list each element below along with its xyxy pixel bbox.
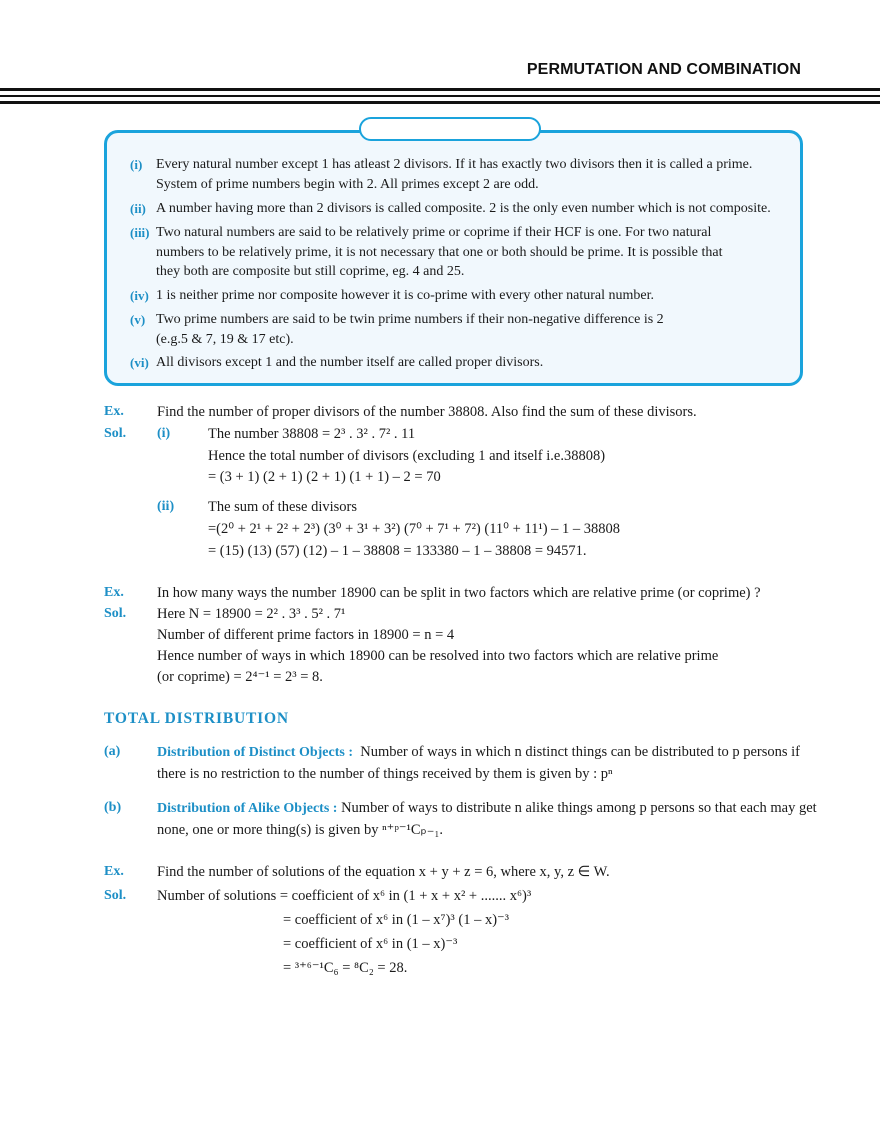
header-rule-bottom bbox=[0, 101, 880, 104]
dist-a-line2: there is no restriction to the number of things received by them is given by : pⁿ bbox=[157, 766, 613, 782]
box-item-text: All divisors except 1 and the number itself are called proper divisors. bbox=[156, 355, 544, 370]
ex3-line1: Number of solutions = coefficient of x⁶ in (1 + x + x² + ....... x⁶)³ bbox=[157, 888, 532, 904]
ex1-part1-label: (i) bbox=[157, 426, 171, 441]
ex1-part2-line3: = (15) (13) (57) (12) – 1 – 38808 = 133380 – 1 – 38808 = 94571. bbox=[208, 543, 587, 559]
box-item-number: (i) bbox=[130, 157, 143, 172]
dist-b-label: (b) bbox=[104, 800, 122, 815]
box-item-6 bbox=[130, 353, 544, 374]
dist-b-line2: none, one or more thing(s) is given by ⁿ⁺ᵖ⁻¹Cₚ₋₁. bbox=[157, 822, 444, 838]
page-header-title: PERMUTATION AND COMBINATION bbox=[526, 61, 801, 78]
dist-a-label: (a) bbox=[104, 744, 121, 759]
box-item-text: System of prime numbers begin with 2. All primes except 2 are odd. bbox=[156, 177, 539, 192]
box-item-1 bbox=[130, 155, 753, 176]
ex3-line2: = coefficient of x⁶ in (1 – x⁷)³ (1 – x)⁻³ bbox=[283, 912, 510, 928]
dist-a-line1 bbox=[157, 742, 800, 763]
box-item-text: numbers to be relatively prime, it is not necessary that one or both should be prime. It is possible that bbox=[156, 245, 723, 260]
box-item-number: (v) bbox=[130, 312, 146, 327]
ex1-question: Find the number of proper divisors of the number 38808. Also find the sum of these divisors. bbox=[157, 404, 697, 420]
total-distribution-heading: TOTAL DISTRIBUTION bbox=[104, 710, 289, 727]
ex1-label: Ex. bbox=[104, 404, 124, 419]
box-item-number: (ii) bbox=[130, 201, 146, 216]
ex3-sol-label: Sol. bbox=[104, 888, 127, 903]
box-item-4 bbox=[130, 286, 655, 307]
ex3-label: Ex. bbox=[104, 864, 124, 879]
box-item-text: Two prime numbers are said to be twin prime numbers if their non-negative difference is 2 bbox=[156, 312, 664, 327]
box-item-5 bbox=[130, 310, 664, 331]
box-item-text: Every natural number except 1 has atleast 2 divisors. If it has exactly two divisors then it is called a prime. bbox=[156, 157, 753, 172]
dist-a-title: Distribution of Distinct Objects : bbox=[157, 745, 353, 760]
ex1-part1-line2: Hence the total number of divisors (excluding 1 and itself i.e.38808) bbox=[208, 448, 606, 464]
box-item-3 bbox=[130, 223, 712, 244]
ex3-question: Find the number of solutions of the equation x + y + z = 6, where x, y, z ∈ W. bbox=[157, 864, 610, 880]
box-item-text: A number having more than 2 divisors is called composite. 2 is the only even number which is not composite. bbox=[156, 201, 771, 216]
box-item-number: (iv) bbox=[130, 288, 149, 303]
ex1-sol-label: Sol. bbox=[104, 426, 127, 441]
ex2-line2: Number of different prime factors in 18900 = n = 4 bbox=[157, 627, 455, 643]
box-item-number: (vi) bbox=[130, 355, 149, 370]
ex2-line3: Hence number of ways in which 18900 can be resolved into two factors which are relative prime bbox=[157, 648, 719, 664]
box-item-text: (e.g.5 & 7, 19 & 17 etc). bbox=[156, 332, 294, 347]
header-rule-mid bbox=[0, 95, 880, 97]
dist-b-title: Distribution of Alike Objects : bbox=[157, 801, 338, 816]
dist-b-line1 bbox=[157, 798, 817, 819]
ex3-line4: = ³⁺⁶⁻¹C₆ = ⁸C₂ = 28. bbox=[283, 960, 408, 976]
dist-a-text1: Number of ways in which n distinct things can be distributed to p persons if bbox=[360, 744, 801, 760]
dist-b-text1: Number of ways to distribute n alike things among p persons so that each may get bbox=[341, 800, 817, 816]
header-rule-top bbox=[0, 88, 880, 91]
ex2-sol-label: Sol. bbox=[104, 606, 127, 621]
box-item-2 bbox=[130, 199, 771, 220]
ex3-line3: = coefficient of x⁶ in (1 – x)⁻³ bbox=[283, 936, 458, 952]
ex2-label: Ex. bbox=[104, 585, 124, 600]
ex1-part1-line3: = (3 + 1) (2 + 1) (2 + 1) (1 + 1) – 2 = 70 bbox=[208, 469, 441, 485]
ex2-question: In how many ways the number 18900 can be split in two factors which are relative prime (or coprime) ? bbox=[157, 585, 761, 601]
ex2-line1: Here N = 18900 = 2² . 3³ . 5² . 7¹ bbox=[157, 606, 346, 622]
box-item-text: 1 is neither prime nor composite however it is co-prime with every other natural number. bbox=[156, 288, 655, 303]
ex1-part2-label: (ii) bbox=[157, 499, 175, 514]
box-item-text: they both are composite but still coprime, eg. 4 and 25. bbox=[156, 264, 465, 279]
definitions-box-tab bbox=[359, 117, 541, 141]
ex1-part1-line1: The number 38808 = 2³ . 3² . 7² . 11 bbox=[208, 426, 416, 442]
ex1-part2-line1: The sum of these divisors bbox=[208, 499, 358, 515]
box-item-text: Two natural numbers are said to be relatively prime or coprime if their HCF is one. For two natural bbox=[156, 225, 712, 240]
ex2-line4: (or coprime) = 2⁴⁻¹ = 2³ = 8. bbox=[157, 669, 323, 685]
ex1-part2-line2: =(2⁰ + 2¹ + 2² + 2³) (3⁰ + 3¹ + 3²) (7⁰ + 7¹ + 7²) (11⁰ + 11¹) – 1 – 38808 bbox=[208, 521, 621, 537]
box-item-number: (iii) bbox=[130, 225, 150, 240]
